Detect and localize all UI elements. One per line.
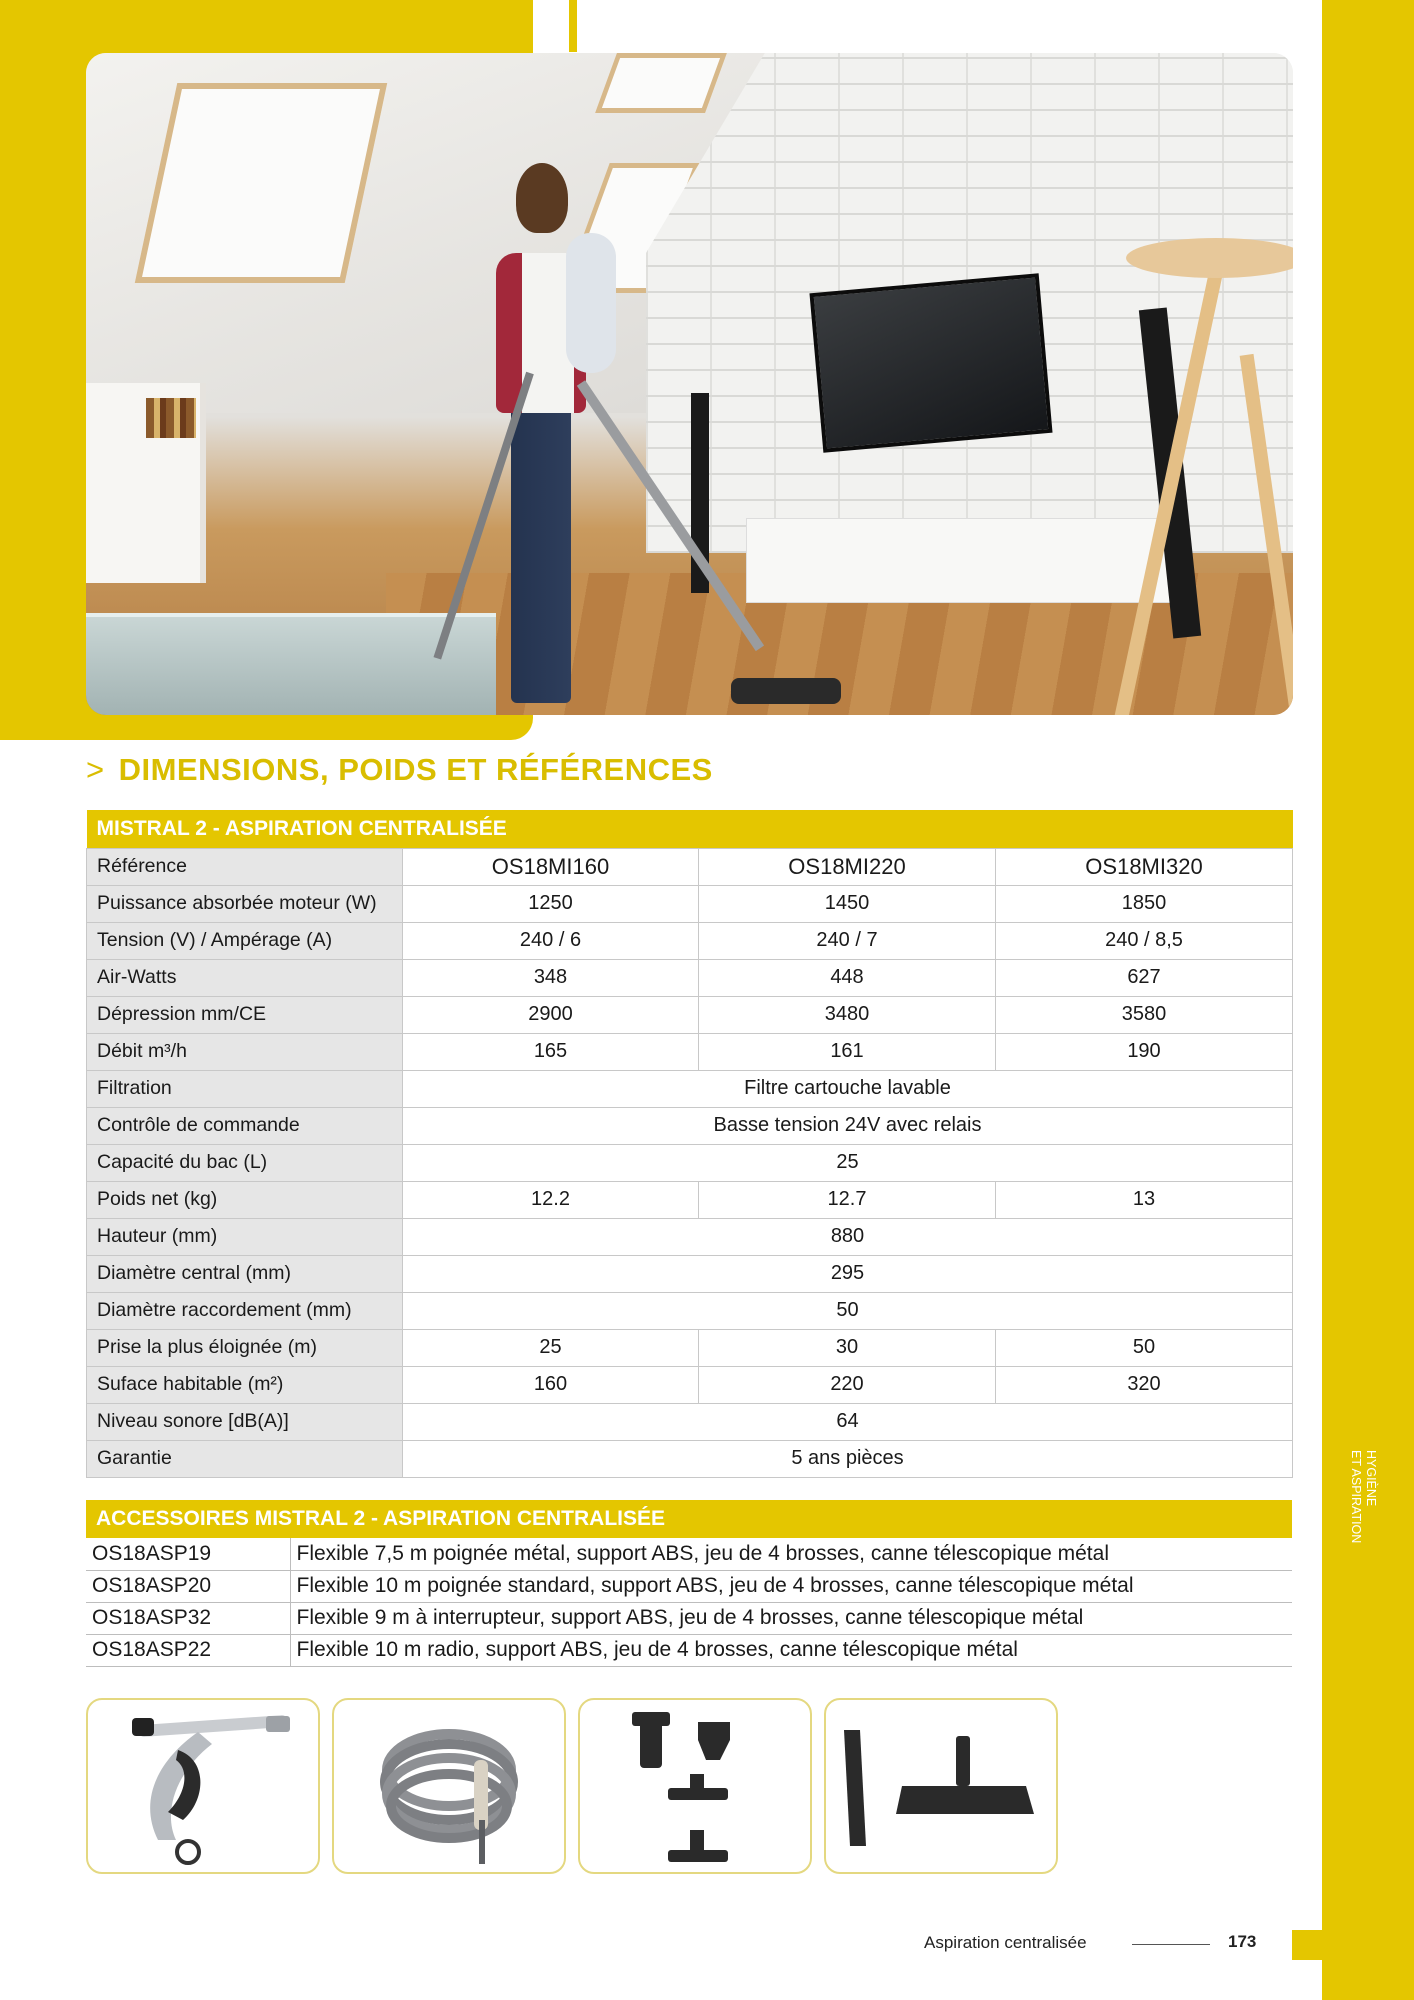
specs-cell: 13 [996,1181,1293,1218]
accessory-code: OS18ASP22 [86,1634,290,1666]
books [146,398,196,438]
specs-cell: 165 [403,1033,699,1070]
specs-cell: 160 [403,1366,699,1403]
specs-row [87,1218,1293,1255]
specs-row [87,1292,1293,1329]
accessory-description: Flexible 9 m à interrupteur, support ABS, jeu de 4 brosses, canne télescopique métal [290,1602,1292,1634]
section-heading [86,752,713,788]
specs-row [87,1329,1293,1366]
specs-cell: 220 [699,1366,996,1403]
specs-row [87,959,1293,996]
accessory-description: Flexible 7,5 m poignée métal, support ABS, jeu de 4 brosses, canne télescopique métal [290,1538,1292,1570]
specs-table-caption: MISTRAL 2 - ASPIRATION CENTRALISÉE [87,810,1293,848]
section-heading-text: DIMENSIONS, POIDS ET RÉFÉRENCES [118,752,713,787]
child [566,233,616,373]
specs-row-label: Prise la plus éloignée (m) [87,1329,403,1366]
hero-photo [86,53,1293,715]
glass-table [86,613,496,715]
specs-row [87,1070,1293,1107]
specs-cell: 64 [403,1403,1293,1440]
specs-row-label: Diamètre raccordement (mm) [87,1292,403,1329]
footer-section-label: Aspiration centralisée [924,1933,1087,1952]
specs-row [87,1440,1293,1477]
accessory-code: OS18ASP20 [86,1570,290,1602]
chevron-right-icon: > [86,752,105,787]
specs-cell: 295 [403,1255,1293,1292]
specs-row [87,848,1293,885]
specs-row [87,922,1293,959]
accessories-table [86,1500,1292,1667]
specs-cell: 30 [699,1329,996,1366]
specs-cell: 240 / 6 [403,922,699,959]
specs-cell: 12.7 [699,1181,996,1218]
specs-cell: OS18MI220 [699,848,996,885]
specs-cell: 50 [996,1329,1293,1366]
specs-cell: OS18MI320 [996,848,1293,885]
specs-row-label: Contrôle de commande [87,1107,403,1144]
metal-handle-icon [88,1700,320,1874]
accessory-description: Flexible 10 m poignée standard, support ABS, jeu de 4 brosses, canne télescopique métal [290,1570,1292,1602]
accessory-description: Flexible 10 m radio, support ABS, jeu de 4 brosses, canne télescopique métal [290,1634,1292,1666]
product-thumb-brushes [578,1698,812,1874]
accessories-table-body [86,1538,1292,1666]
specs-cell: 190 [996,1033,1293,1070]
specs-cell: 161 [699,1033,996,1070]
specs-row-label: Niveau sonore [dB(A)] [87,1403,403,1440]
specs-row-label: Puissance absorbée moteur (W) [87,885,403,922]
specs-cell: 50 [403,1292,1293,1329]
specs-table [86,810,1293,1478]
product-thumb-floor-tool [824,1698,1058,1874]
specs-cell: 627 [996,959,1293,996]
tv-cabinet [746,518,1186,603]
specs-row [87,1403,1293,1440]
specs-row-label: Filtration [87,1070,403,1107]
side-tab-line-1: HYGIÈNE [1364,1450,1378,1507]
specs-cell: 3480 [699,996,996,1033]
yellow-frame-strip [569,0,577,52]
person-legs [511,403,571,703]
specs-cell: 448 [699,959,996,996]
specs-row-label: Référence [87,848,403,885]
floor-tool-icon [826,1700,1058,1874]
specs-row [87,1181,1293,1218]
specs-row-label: Suface habitable (m²) [87,1366,403,1403]
page-number: 173 [1228,1932,1257,1951]
side-tab-label [1348,1450,1378,1543]
person-head [516,163,568,233]
specs-row [87,1144,1293,1181]
accessory-code: OS18ASP32 [86,1602,290,1634]
specs-row-label: Débit m³/h [87,1033,403,1070]
product-thumb-hose [332,1698,566,1874]
accessory-row [86,1538,1292,1570]
specs-row [87,1107,1293,1144]
side-tab-line-2: ET ASPIRATION [1349,1450,1363,1544]
specs-row-label: Garantie [87,1440,403,1477]
skylight-window [595,53,727,113]
accessories-table-caption: ACCESSOIRES MISTRAL 2 - ASPIRATION CENTRALISÉE [86,1500,1292,1538]
specs-cell: Basse tension 24V avec relais [403,1107,1293,1144]
coiled-hose-icon [334,1700,566,1874]
specs-cell: 240 / 8,5 [996,922,1293,959]
specs-cell: 3580 [996,996,1293,1033]
specs-cell: 12.2 [403,1181,699,1218]
specs-cell: 25 [403,1144,1293,1181]
specs-cell: OS18MI160 [403,848,699,885]
specs-row-label: Dépression mm/CE [87,996,403,1033]
footer-divider [1132,1944,1210,1945]
accessory-row [86,1570,1292,1602]
specs-row [87,1033,1293,1070]
specs-table-body [87,848,1293,1477]
specs-cell: 348 [403,959,699,996]
side-tab [1346,1450,1386,1560]
vacuum-nozzle [731,678,841,704]
product-thumb-handle [86,1698,320,1874]
specs-cell: 320 [996,1366,1293,1403]
specs-cell: 25 [403,1329,699,1366]
stool-seat [1126,238,1293,278]
specs-cell: 1450 [699,885,996,922]
specs-cell: Filtre cartouche lavable [403,1070,1293,1107]
television [809,273,1052,452]
specs-row [87,996,1293,1033]
specs-row-label: Diamètre central (mm) [87,1255,403,1292]
accessory-code: OS18ASP19 [86,1538,290,1570]
skylight-window [135,83,388,283]
specs-cell: 1250 [403,885,699,922]
specs-cell: 240 / 7 [699,922,996,959]
specs-cell: 2900 [403,996,699,1033]
specs-row-label: Air-Watts [87,959,403,996]
specs-row [87,1366,1293,1403]
specs-row-label: Capacité du bac (L) [87,1144,403,1181]
yellow-frame-right [1322,0,1414,2000]
specs-cell: 1850 [996,885,1293,922]
brush-set-icon [580,1700,812,1874]
specs-row-label: Tension (V) / Ampérage (A) [87,922,403,959]
specs-cell: 880 [403,1218,1293,1255]
specs-row [87,1255,1293,1292]
specs-row-label: Hauteur (mm) [87,1218,403,1255]
specs-cell: 5 ans pièces [403,1440,1293,1477]
accessory-row [86,1634,1292,1666]
specs-row-label: Poids net (kg) [87,1181,403,1218]
accessory-row [86,1602,1292,1634]
page-number-tab [1292,1930,1322,1960]
specs-row [87,885,1293,922]
